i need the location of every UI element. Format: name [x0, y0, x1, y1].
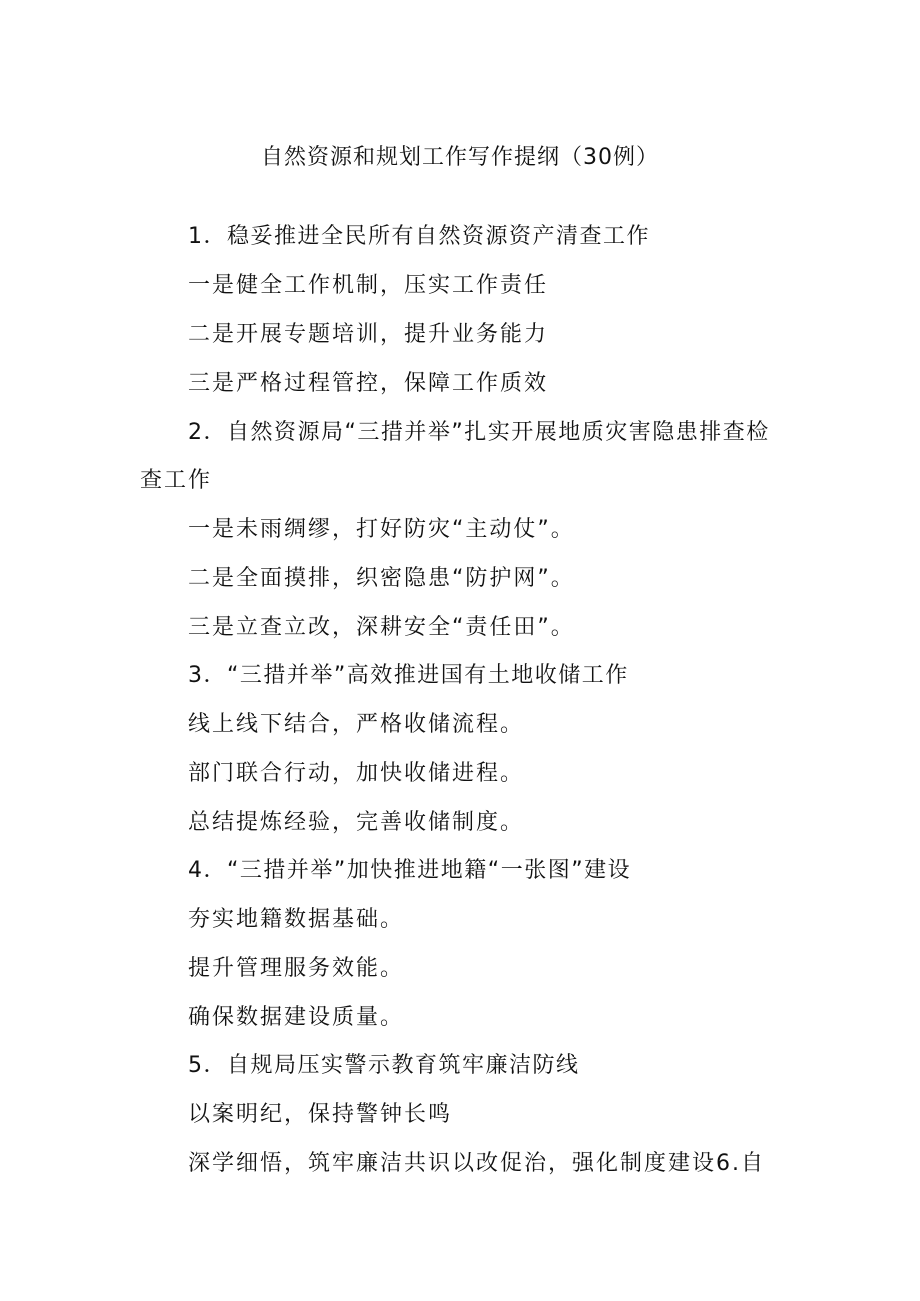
section-heading-4: 4．“三措并举”加快推进地籍“一张图”建设: [188, 858, 632, 883]
body-line: 二是开展专题培训，提升业务能力: [188, 322, 549, 347]
body-line: 确保数据建设质量。: [188, 1005, 405, 1030]
body-line: 二是全面摸排，织密隐患“防护网”。: [188, 566, 575, 591]
section-heading-3: 3．“三措并举”高效推进国有土地收储工作: [188, 663, 629, 688]
body-line: 以案明纪，保持警钟长鸣: [188, 1102, 453, 1127]
section-heading-1: 1．稳妥推进全民所有自然资源资产清查工作: [188, 224, 650, 249]
body-line: 部门联合行动，加快收储进程。: [188, 761, 525, 786]
section-heading-5: 5．自规局压实警示教育筑牢廉洁防线: [188, 1053, 580, 1078]
body-line: 提升管理服务效能。: [188, 956, 405, 981]
section-heading-2-continued: 查工作: [140, 468, 213, 493]
body-line: 总结提炼经验，完善收储制度。: [188, 810, 525, 835]
section-heading-2: 2．自然资源局“三措并举”扎实开展地质灾害隐患排查检: [188, 420, 770, 445]
document-title: 自然资源和规划工作写作提纲（30例）: [261, 145, 659, 170]
body-line: 一是未雨绸缪，打好防灾“主动仗”。: [188, 517, 575, 542]
body-line: 三是严格过程管控，保障工作质效: [188, 371, 549, 396]
body-line: 夯实地籍数据基础。: [188, 907, 405, 932]
body-line: 深学细悟，筑牢廉洁共识以改促治，强化制度建设6.自: [188, 1151, 765, 1176]
body-line: 一是健全工作机制，压实工作责任: [188, 273, 549, 298]
body-line: 三是立查立改，深耕安全“责任田”。: [188, 615, 575, 640]
body-line: 线上线下结合，严格收储流程。: [188, 712, 525, 737]
